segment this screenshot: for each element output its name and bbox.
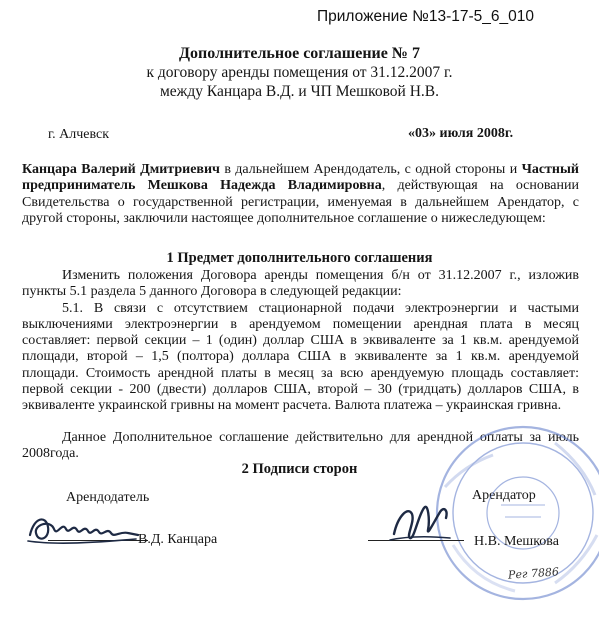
tenant-name: Частный предприниматель Мешкова Надежда Владимировна	[22, 162, 579, 194]
signature-tenant-icon	[388, 496, 452, 546]
document-title: Дополнительное соглашение № 7	[179, 45, 420, 62]
section-1-paragraph-2: 5.1. В связи с отсутствием стационарной подачи электроэнергии и частыми выключениями электроэнергии в арендуемом помещении арендная плата в месяц составляет: первой секции – 1 (один) доллар США в эквиваленте за 1 кв.м. арендуемой площади, второй – 1,5 (полтора) доллара США в эквиваленте за 1 кв.м. арендуемой площади. Стоимость арендной платы в месяц за всю арендуемую площадь составляет: первой секции - 200 (двести) долларов США, второй – 30 (тридцать) долларов США, в эквиваленте украинской гривны на момент расчета. Валюта платежа – украинская гривна.	[22, 300, 579, 414]
document-subtitle-contract: к договору аренды помещения от 31.12.2007 г.	[146, 64, 453, 81]
document-subtitle-parties: между Канцара В.Д. и ЧП Мешковой Н.В.	[159, 83, 440, 100]
section-1-body	[22, 268, 579, 415]
handwritten-registration-note: Рег 7886	[507, 565, 560, 582]
tenant-role-text: , действующая на основании Свидетельства о государственной регистрации, именуемая в дальнейшем Арендатор, с другой стороны, заключили настоящее дополнительное соглашение о нижеследующем:	[22, 178, 579, 226]
landlord-signatory-name: В.Д. Канцара	[138, 532, 218, 547]
landlord-name: Канцара Валерий Дмитриевич	[22, 162, 220, 177]
section-1-paragraph-1: Изменить положения Договора аренды помещения б/н от 31.12.2007 г., изложив пункты 5.1 раздела 5 данного Договора в следующей редакции:	[22, 268, 579, 300]
section-1-title: 1 Предмет дополнительного соглашения	[166, 250, 433, 266]
tenant-label: Арендатор	[472, 488, 536, 503]
city: г. Алчевск	[48, 127, 110, 142]
appendix-reference: Приложение №13-17-5_6_010	[317, 8, 534, 25]
document-title-block	[0, 44, 599, 101]
parties-paragraph	[22, 162, 579, 227]
landlord-label: Арендодатель	[66, 490, 150, 505]
document-date: «03» июля 2008г.	[408, 126, 514, 141]
tenant-signatory-name: Н.В. Мешкова	[474, 534, 559, 549]
section-2-title: 2 Подписи сторон	[241, 461, 358, 477]
landlord-role-text: в дальнейшем Арендодатель, с одной стороны и	[219, 162, 522, 177]
signature-landlord-icon	[24, 505, 142, 551]
validity-text: Данное Дополнительное соглашение действительно для арендной оплаты за июль 2008года.	[22, 430, 579, 462]
